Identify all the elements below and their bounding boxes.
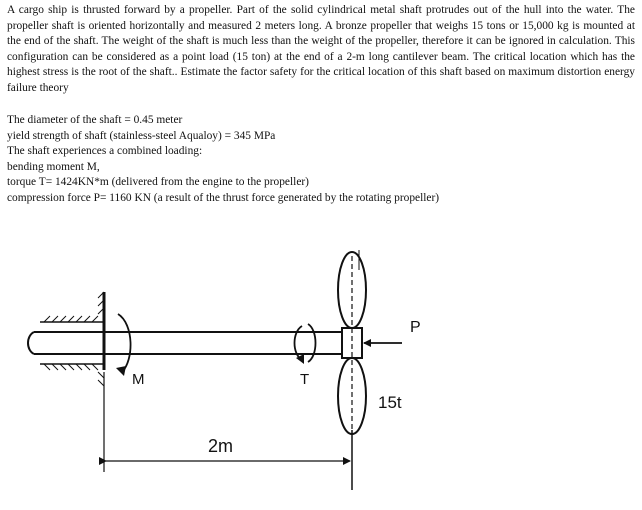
torque-arrow: [295, 324, 316, 364]
given-diameter: The diameter of the shaft = 0.45 meter: [7, 114, 183, 126]
bending-moment-arrow: [116, 314, 131, 376]
given-bending-moment: bending moment M,: [7, 160, 100, 173]
torque-label: T: [300, 371, 310, 388]
given-loading-intro: The shaft experiences a combined loading:: [7, 145, 203, 158]
problem-statement: A cargo ship is thrusted forward by a propeller. Part of the solid cylindrical metal shaft protrudes out of the hull into the water. The propeller shaft is oriented horizontally and measured 2 meters long. A bronze propeller that weighs 15 tons or 15,000 kg is mounted at the end of the shaft. The weight of the shaft is much less than the weight of the propeller, therefore it can be ignored in calculation. This configuration can be considered as a point load (15 ton) at the end of a 2-m long cantilever beam. The critical location which has the highest stress is the root of the shaft.. Estimate the factor safety for the critical location of this shaft based on maximum distortion energy failure theory: [7, 4, 635, 94]
given-torque: torque T= 1424KN*m (delivered from the engine to the propeller): [7, 176, 309, 189]
length-dimension: [104, 372, 352, 490]
length-label: 2m: [208, 436, 234, 456]
moment-label: M: [132, 371, 145, 388]
given-yield-strength: yield strength of shaft (stainless-steel Aqualoy) = 345 MPa: [7, 129, 276, 142]
propeller-weight-label: 15t: [378, 393, 402, 412]
hull-wall: [40, 292, 104, 386]
thrust-force-label: P: [410, 319, 421, 336]
shaft-diagram: [0, 240, 642, 505]
given-compression-force: compression force P= 1160 KN (a result of the thrust force generated by the rotating propeller): [7, 191, 440, 204]
propeller: [338, 250, 366, 434]
given-values: [7, 113, 635, 207]
